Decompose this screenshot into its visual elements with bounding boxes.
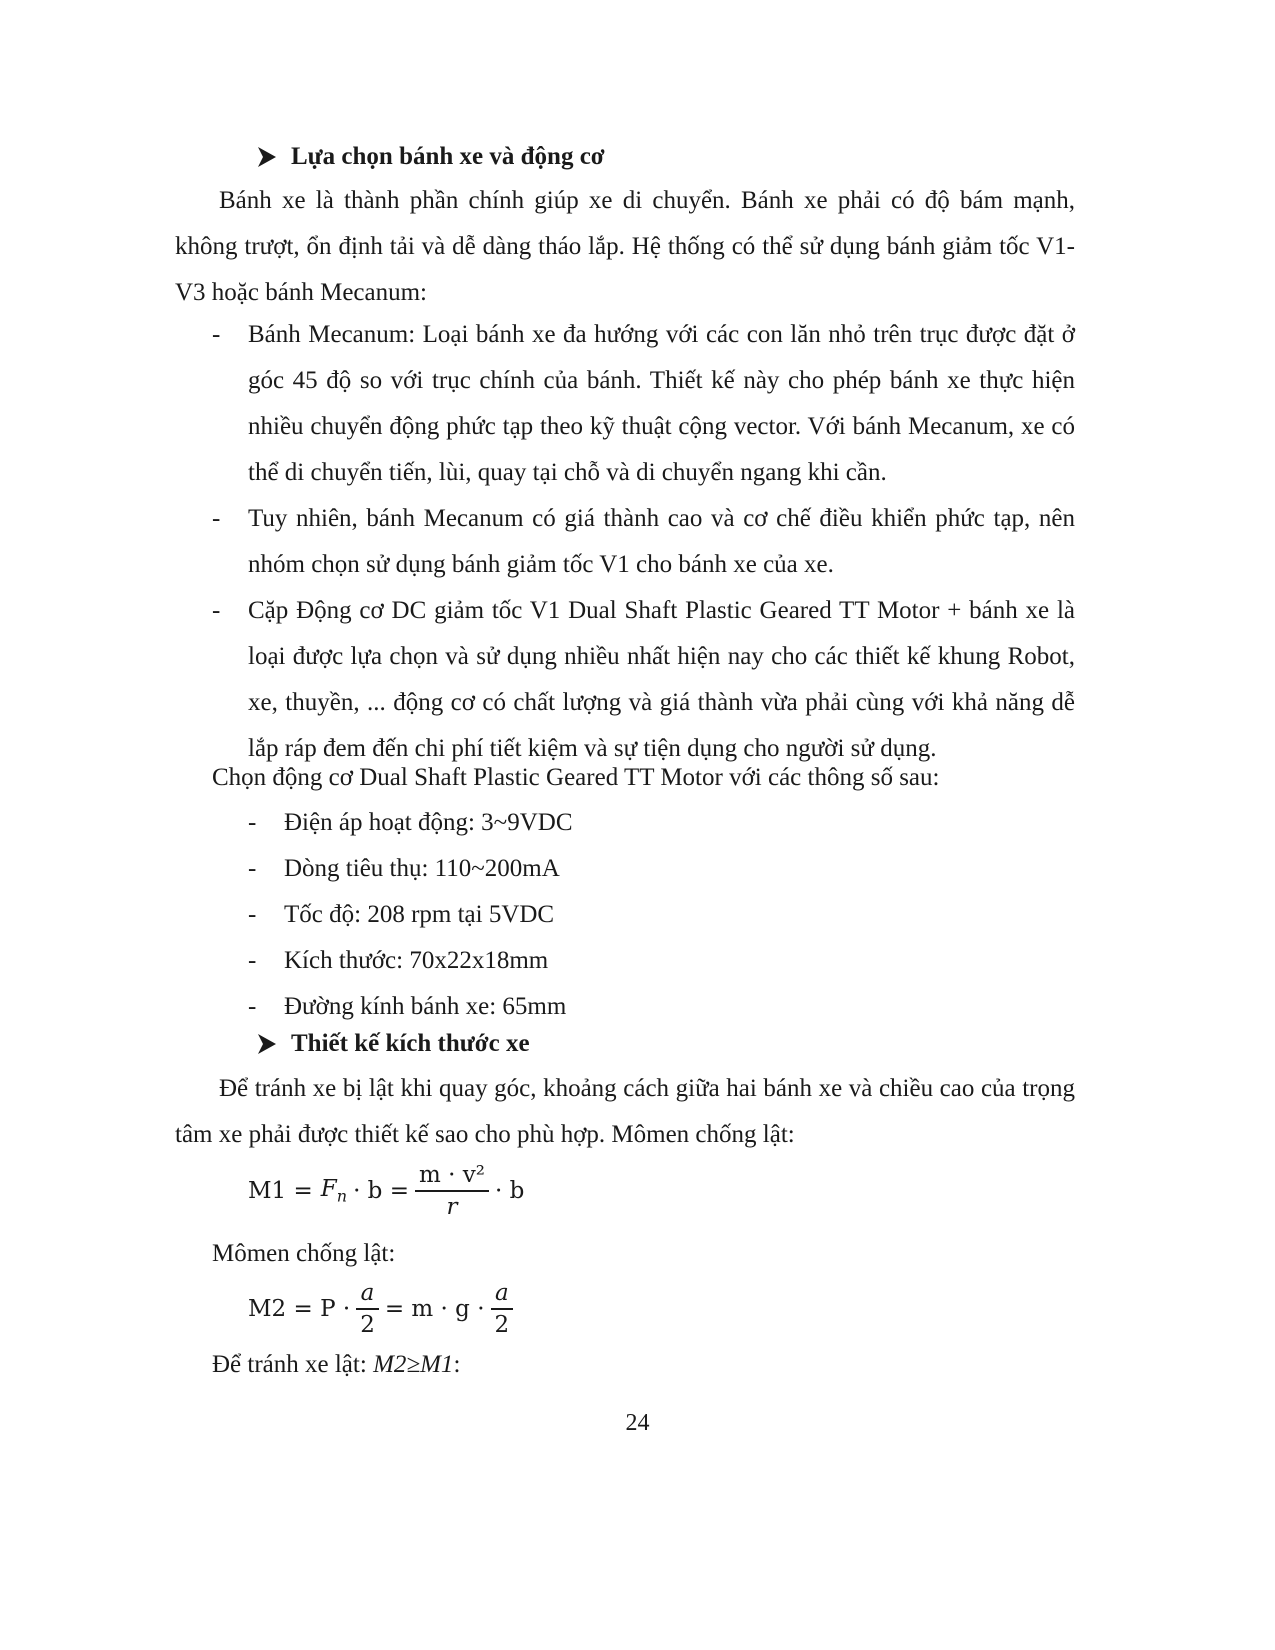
spec-text: Kích thước: 70x22x18mm xyxy=(284,947,549,974)
condition-line xyxy=(212,1342,460,1388)
formula-mid: = m · g · xyxy=(384,1296,485,1322)
fraction-denominator: 2 xyxy=(360,1312,375,1338)
arrow-right-icon xyxy=(257,1033,279,1055)
bullet-dash: - xyxy=(248,947,257,974)
formula-fraction xyxy=(415,1162,489,1220)
paragraph-wheels-intro: Bánh xe là thành phần chính giúp xe di chuyển. Bánh xe phải có độ bám mạnh, không trượt, ổn định tải và dễ dàng tháo lắp. Hệ thống có thể sử dụng bánh giảm tốc V1-V3 hoặc bánh Mecanum: xyxy=(175,187,1075,306)
list-item xyxy=(248,892,573,938)
fraction-numerator: a xyxy=(360,1280,375,1306)
page-number: 24 xyxy=(625,1410,650,1436)
formula-fraction xyxy=(356,1280,379,1338)
formula-m1 xyxy=(248,1162,524,1220)
condition-math: M2≥M1 xyxy=(373,1351,454,1378)
list-item xyxy=(248,938,573,984)
list-item xyxy=(248,984,573,1030)
section-heading-dimensions xyxy=(257,1030,530,1058)
spec-text: Dòng tiêu thụ: 110~200mA xyxy=(284,855,560,882)
section-heading-wheels-motor xyxy=(257,143,605,171)
fraction-numerator: m · v² xyxy=(419,1162,485,1188)
bullet-dash: - xyxy=(248,993,257,1020)
bullet-dash: - xyxy=(248,855,257,882)
list-item xyxy=(212,312,1075,496)
formula-force: $F_n$ xyxy=(320,1176,348,1206)
spec-text: Đường kính bánh xe: 65mm xyxy=(284,993,567,1020)
formula-lhs: M1 = xyxy=(248,1178,313,1204)
fraction-numerator: a xyxy=(494,1280,509,1306)
bullet-list-wheels xyxy=(212,312,1075,772)
bullet-dash: - xyxy=(248,901,257,928)
bullet-dash: - xyxy=(248,809,257,836)
formula-tail: · b xyxy=(494,1178,525,1204)
condition-suffix: : xyxy=(453,1351,461,1378)
arrow-right-icon xyxy=(257,146,279,168)
formula-fraction xyxy=(491,1280,514,1338)
list-item xyxy=(248,846,573,892)
bullet-dash: - xyxy=(212,321,221,348)
list-item xyxy=(248,800,573,846)
spec-text: Điện áp hoạt động: 3~9VDC xyxy=(284,809,573,836)
heading-text: Thiết kế kích thước xe xyxy=(291,1030,530,1057)
list-item-text: Cặp Động cơ DC giảm tốc V1 Dual Shaft Plastic Geared TT Motor + bánh xe là loại được lựa chọn và sử dụng nhiều nhất hiện nay cho các thiết kế khung Robot, xe, thuyền, ... động cơ có chất lượng và giá thành vừa phải cùng với khả năng dễ lắp ráp đem đến chi phí tiết kiệm và sự tiện dụng cho người sử dụng. xyxy=(248,597,1075,762)
fraction-denominator: r xyxy=(446,1194,458,1220)
spec-text: Tốc độ: 208 rpm tại 5VDC xyxy=(284,901,555,928)
bullet-dash: - xyxy=(212,597,221,624)
condition-prefix: Để tránh xe lật: xyxy=(212,1351,367,1378)
formula-m2 xyxy=(248,1280,519,1338)
list-item xyxy=(212,588,1075,772)
spec-list xyxy=(248,800,573,1030)
list-item-text: Tuy nhiên, bánh Mecanum có giá thành cao và cơ chế điều khiển phức tạp, nên nhóm chọn sử dụng bánh giảm tốc V1 cho bánh xe của xe. xyxy=(248,505,1075,578)
bullet-dash: - xyxy=(212,505,221,532)
label-moment2: Mômen chống lật: xyxy=(212,1240,396,1267)
list-item-text: Bánh Mecanum: Loại bánh xe đa hướng với các con lăn nhỏ trên trục được đặt ở góc 45 độ so với trục chính của bánh. Thiết kế này cho phép bánh xe thực hiện nhiều chuyển động phức tạp theo kỹ thuật cộng vector. Với bánh Mecanum, xe có thể di chuyển tiến, lùi, quay tại chỗ và di chuyển ngang khi cần. xyxy=(248,321,1075,486)
paragraph-dimensions-intro: Để tránh xe bị lật khi quay góc, khoảng cách giữa hai bánh xe và chiều cao của trọng tâm xe phải được thiết kế sao cho phù hợp. Mômen chống lật: xyxy=(175,1075,1075,1148)
heading-text: Lựa chọn bánh xe và động cơ xyxy=(291,143,605,170)
formula-lhs: M2 = P · xyxy=(248,1296,351,1322)
formula-mid: · b = xyxy=(353,1178,409,1204)
fraction-denominator: 2 xyxy=(494,1312,510,1338)
list-item xyxy=(212,496,1075,588)
paragraph-spec-intro: Chọn động cơ Dual Shaft Plastic Geared TT Motor với các thông số sau: xyxy=(212,764,940,791)
